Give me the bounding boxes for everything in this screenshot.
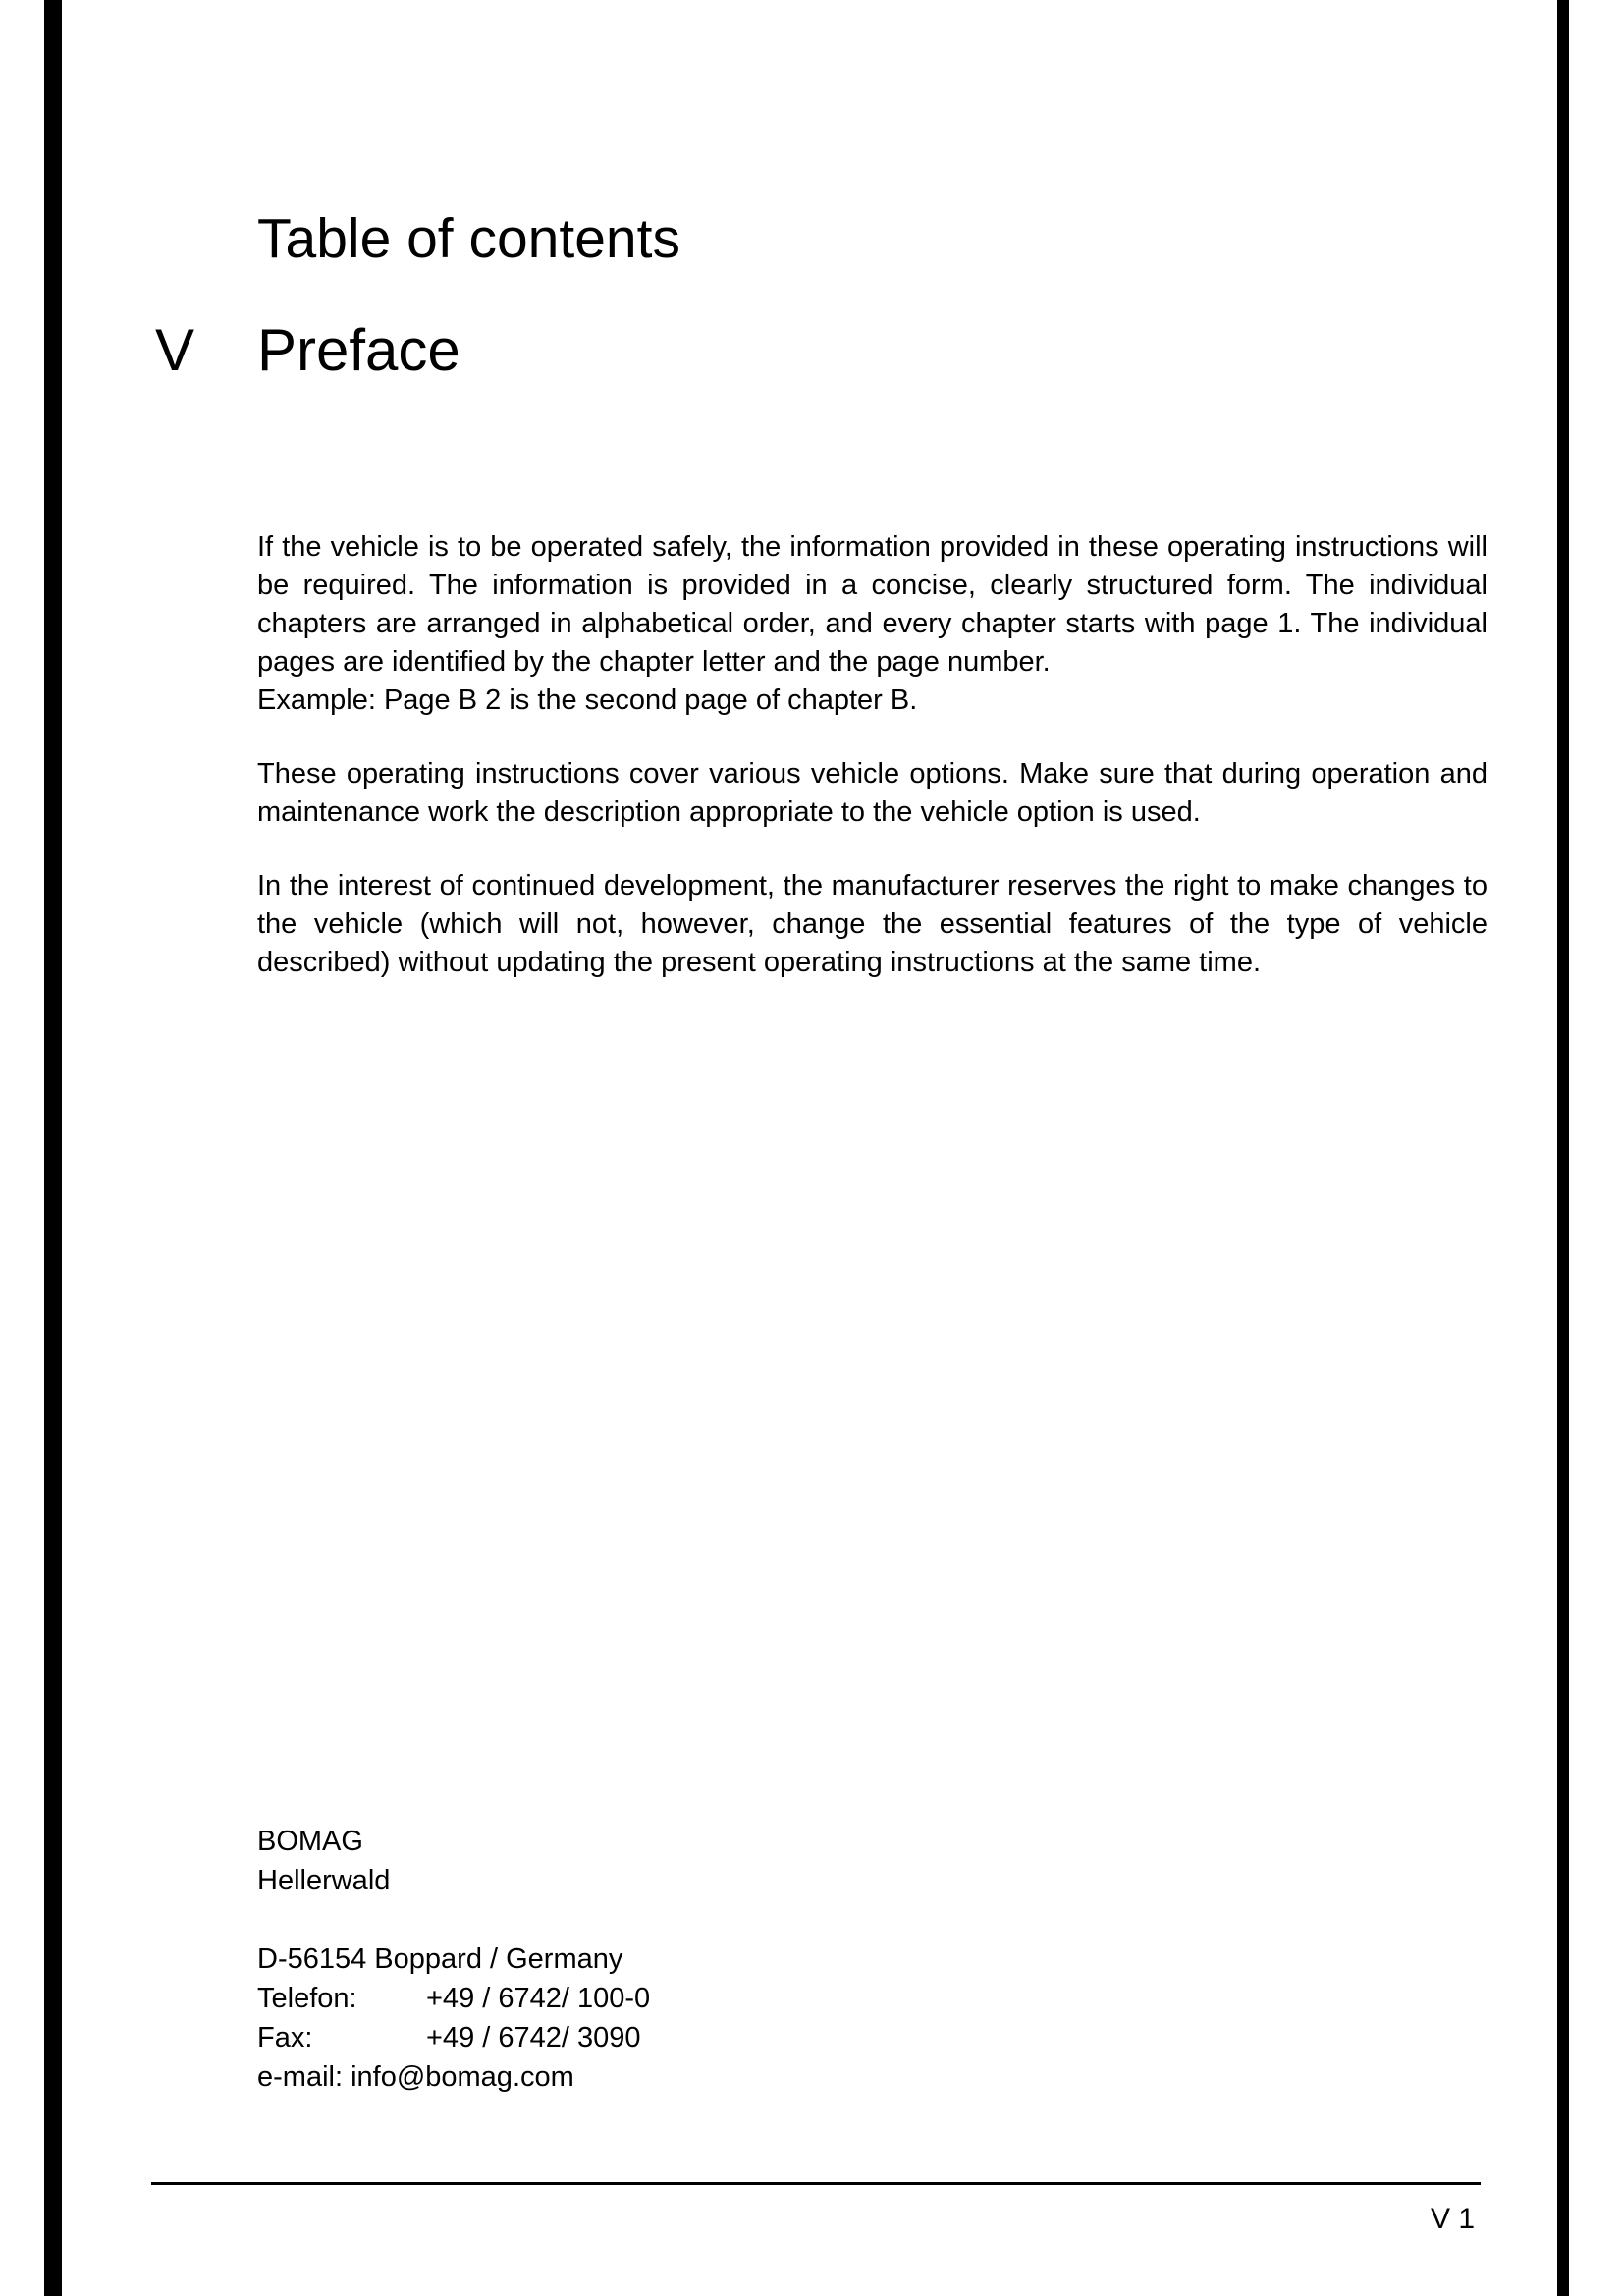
scan-edge-right	[1557, 0, 1569, 2296]
paragraph-options: These operating instructions cover various vehicle options. Make sure that during operation and maintenance work the description appropriate to the vehicle option is used.	[257, 758, 1487, 828]
phone-number: +49 / 6742/ 100-0	[426, 1983, 651, 2014]
company-site: Hellerwald	[257, 1865, 391, 1896]
phone-label: Telefon:	[257, 1983, 357, 2014]
company-name: BOMAG	[257, 1826, 363, 1857]
phone-row	[257, 1979, 1141, 2018]
paragraph-development: In the interest of continued development, the manufacturer reserves the right to make changes to the vehicle (which will not, however, change the essential features of the type of vehicle described) without updating the present operating instructions at the same time.	[257, 870, 1487, 978]
paragraph-intro: If the vehicle is to be operated safely, the information provided in these operating instructions will be required. The information is provided in a concise, clearly structured form. The individual chapters are arranged in alphabetical order, and every chapter starts with page 1. The individual pages are identified by the chapter letter and the page number.	[257, 531, 1487, 678]
body-text	[257, 528, 1487, 982]
fax-label: Fax:	[257, 2022, 313, 2053]
contact-block	[257, 1822, 1141, 2097]
scan-edge-left	[44, 0, 62, 2296]
fax-row	[257, 2018, 1141, 2057]
toc-heading: Table of contents	[257, 207, 680, 270]
chapter-title: Preface	[257, 317, 460, 383]
page-number: V 1	[1430, 2203, 1475, 2235]
email-line: e-mail: info@bomag.com	[257, 2061, 574, 2093]
paragraph-example: Example: Page B 2 is the second page of chapter B.	[257, 684, 918, 716]
chapter-letter: V	[155, 317, 195, 383]
fax-number: +49 / 6742/ 3090	[426, 2022, 641, 2053]
company-address: D-56154 Boppard / Germany	[257, 1943, 623, 1975]
contact-spacer	[257, 1900, 1141, 1940]
footer-rule	[151, 2182, 1481, 2185]
